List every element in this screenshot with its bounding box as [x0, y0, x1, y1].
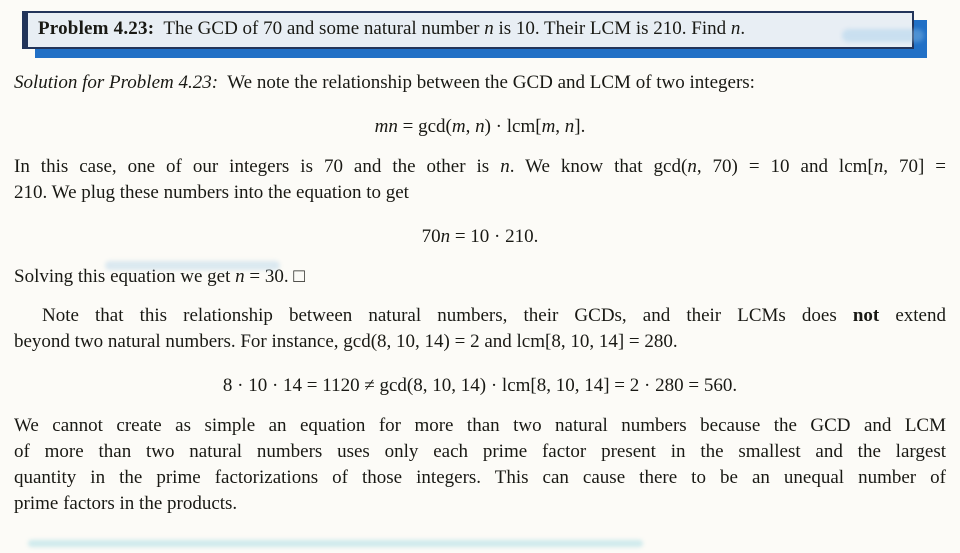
italic-text: n [484, 18, 494, 39]
text-run: , 70] = [883, 156, 947, 177]
text-run: Solving this equation we get [14, 266, 236, 287]
italic-text: n [475, 116, 485, 137]
solution-content [14, 70, 946, 517]
italic-text: n [500, 156, 510, 177]
text-run: = gcd( [397, 116, 452, 137]
text-line [14, 114, 946, 140]
text-run: = 10 · 210. [450, 226, 539, 247]
italic-text: n [873, 156, 884, 177]
text-run: . We know that gcd( [509, 156, 688, 177]
text-line [14, 180, 946, 206]
text-run: , [555, 116, 565, 137]
text-run: . [740, 18, 746, 39]
italic-text: n [440, 226, 451, 247]
bold-text: not [852, 305, 880, 326]
equation-gcd-lcm-identity [14, 114, 946, 140]
italic-text: Solution for Problem 4.23: [14, 72, 219, 93]
italic-text: n [730, 18, 741, 39]
italic-text: n [564, 116, 575, 137]
text-run: Note that this relationship between natural numbers, their GCDs, and their LCMs does [42, 305, 853, 326]
text-run: ]. [574, 116, 586, 137]
para-note [14, 303, 946, 355]
text-run: , 70) = 10 and lcm[ [696, 156, 874, 177]
text-run: We cannot create as simple an equation for more than two natural numbers because the GCD and LCM [14, 415, 946, 436]
italic-text: mn [374, 116, 398, 137]
problem-statement [154, 18, 745, 39]
para-plug-in [14, 154, 946, 206]
text-run: ) · lcm[ [484, 116, 542, 137]
equation-70n [14, 224, 946, 250]
italic-text: m [541, 116, 556, 137]
italic-text: n [235, 266, 245, 287]
text-line [14, 465, 946, 491]
text-run: extend [879, 305, 946, 326]
text-line [14, 373, 946, 399]
text-run: , [465, 116, 476, 137]
text-run: quantity in the prime factorizations of those integers. This can cause there to be an unequal number of [14, 467, 946, 488]
text-run: 70 [421, 226, 441, 247]
problem-box [22, 11, 914, 49]
italic-text: n [687, 156, 697, 177]
text-line [14, 329, 946, 355]
text-line [14, 439, 946, 465]
para-solution-intro [14, 70, 946, 96]
italic-text: m [451, 116, 466, 137]
text-run: of more than two natural numbers uses only each prime factor present in the smallest and the largest [14, 441, 946, 462]
text-run: We note the relationship between the GCD and LCM of two integers: [218, 72, 755, 93]
text-line [14, 70, 946, 96]
text-run: prime factors in the products. [14, 493, 238, 514]
text-line [14, 154, 946, 180]
equation-counterexample [14, 373, 946, 399]
scan-artifact-smudge [28, 540, 643, 547]
para-closing [14, 413, 946, 517]
text-line [14, 413, 946, 439]
text-run: 210. We plug these numbers into the equation to get [14, 182, 409, 203]
problem-label: Problem 4.23: [38, 18, 155, 39]
text-run: In this case, one of our integers is 70 and the other is [14, 156, 501, 177]
text-line [14, 224, 946, 250]
text-line [14, 264, 946, 290]
text-line [14, 303, 946, 329]
para-solving [14, 264, 946, 290]
text-run: The GCD of 70 and some natural number [154, 18, 485, 39]
text-run: = 30. □ [244, 266, 305, 287]
text-run: beyond two natural numbers. For instance, gcd(8, 10, 14) = 2 and lcm[8, 10, 14] = 280. [14, 331, 678, 352]
text-run: 8 · 10 · 14 = 1120 ≠ gcd(8, 10, 14) · lcm[8, 10, 14] = 2 · 280 = 560. [222, 375, 738, 396]
text-run: is 10. Their LCM is 210. Find [493, 18, 731, 39]
text-line [14, 491, 946, 517]
